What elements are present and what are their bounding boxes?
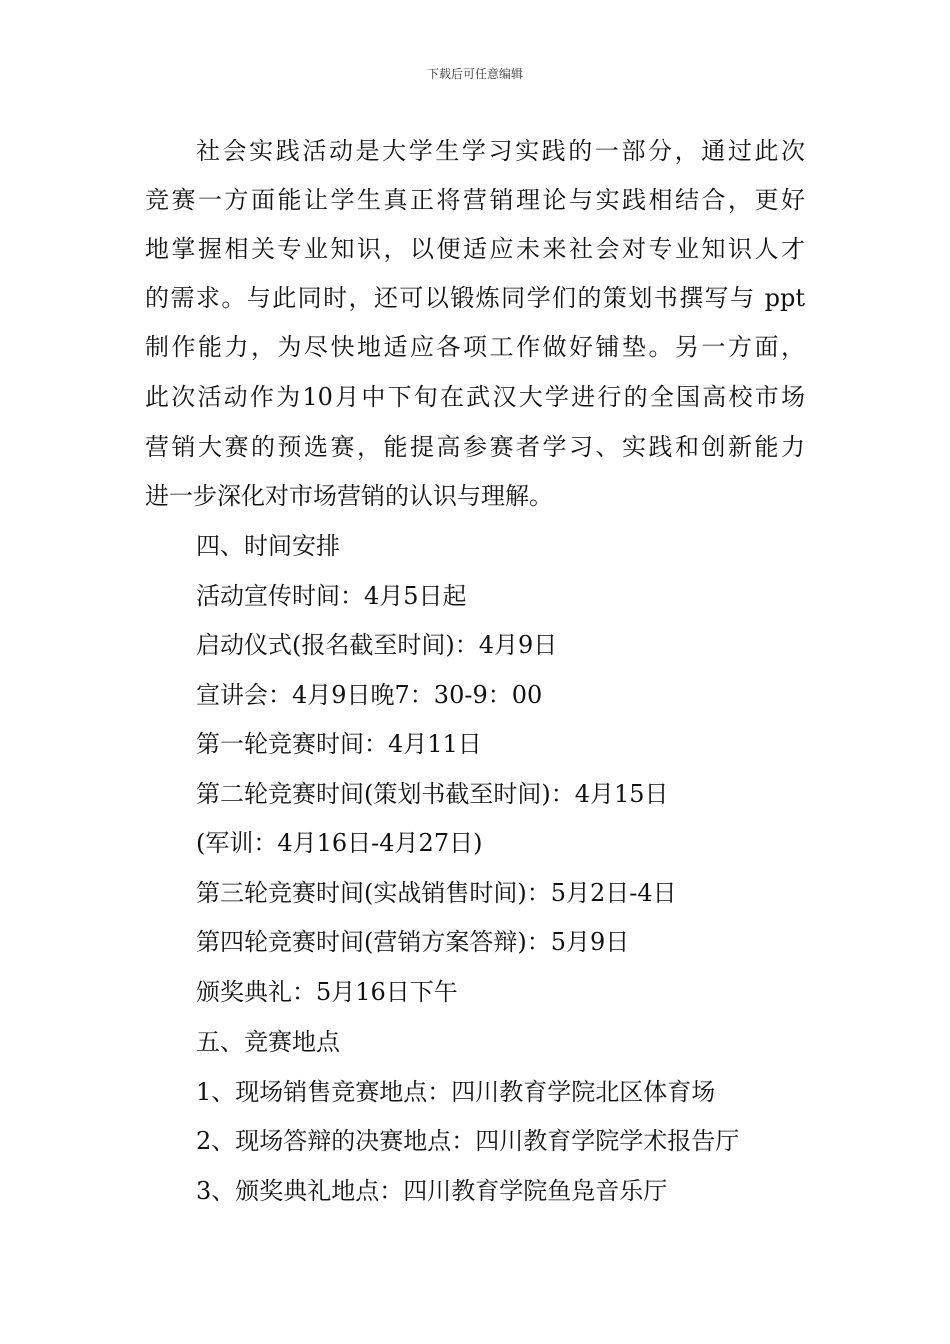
paragraph-line: 此次活动作为10月中下旬在武汉大学进行的全国高校市场	[145, 383, 805, 411]
schedule-item: 颁奖典礼：5月16日下午	[196, 978, 458, 1006]
paragraph-line: 制作能力，为尽快地适应各项工作做好铺垫。另一方面，	[145, 333, 805, 361]
schedule-item: 第一轮竞赛时间：4月11日	[196, 730, 482, 758]
schedule-item: 活动宣传时间：4月5日起	[196, 582, 467, 610]
paragraph-line: 营销大赛的预选赛，能提高参赛者学习、实践和创新能力	[145, 433, 805, 461]
schedule-item: 启动仪式(报名截至时间)：4月9日	[196, 631, 558, 659]
schedule-item: 宣讲会：4月9日晚7：30-9：00	[196, 681, 543, 709]
schedule-item: 第四轮竞赛时间(营销方案答辩)：5月9日	[196, 928, 630, 956]
venue-item: 1、现场销售竞赛地点：四川教育学院北区体育场	[196, 1078, 716, 1106]
section-heading: 五、竞赛地点	[196, 1028, 340, 1056]
paragraph-line: 进一步深化对市场营销的认识与理解。	[145, 482, 553, 510]
paragraph-line: 竞赛一方面能让学生真正将营销理论与实践相结合，更好	[145, 186, 805, 214]
page-header: 下载后可任意编辑	[426, 67, 523, 81]
schedule-item: 第二轮竞赛时间(策划书截至时间)：4月15日	[196, 780, 669, 808]
venue-item: 3、颁奖典礼地点：四川教育学院鱼凫音乐厅	[196, 1177, 668, 1205]
paragraph-line: 地掌握相关专业知识，以便适应未来社会对专业知识人才	[145, 235, 805, 263]
venue-item: 2、现场答辩的决赛地点：四川教育学院学术报告厅	[196, 1127, 740, 1155]
paragraph-line: 社会实践活动是大学生学习实践的一部分，通过此次	[196, 137, 805, 165]
section-heading: 四、时间安排	[196, 532, 340, 560]
paragraph-line: 的需求。与此同时，还可以锻炼同学们的策划书撰写与 ppt	[145, 284, 805, 312]
schedule-item: 第三轮竞赛时间(实战销售时间)：5月2日-4日	[196, 879, 677, 907]
schedule-item: (军训：4月16日-4月27日)	[196, 829, 483, 857]
